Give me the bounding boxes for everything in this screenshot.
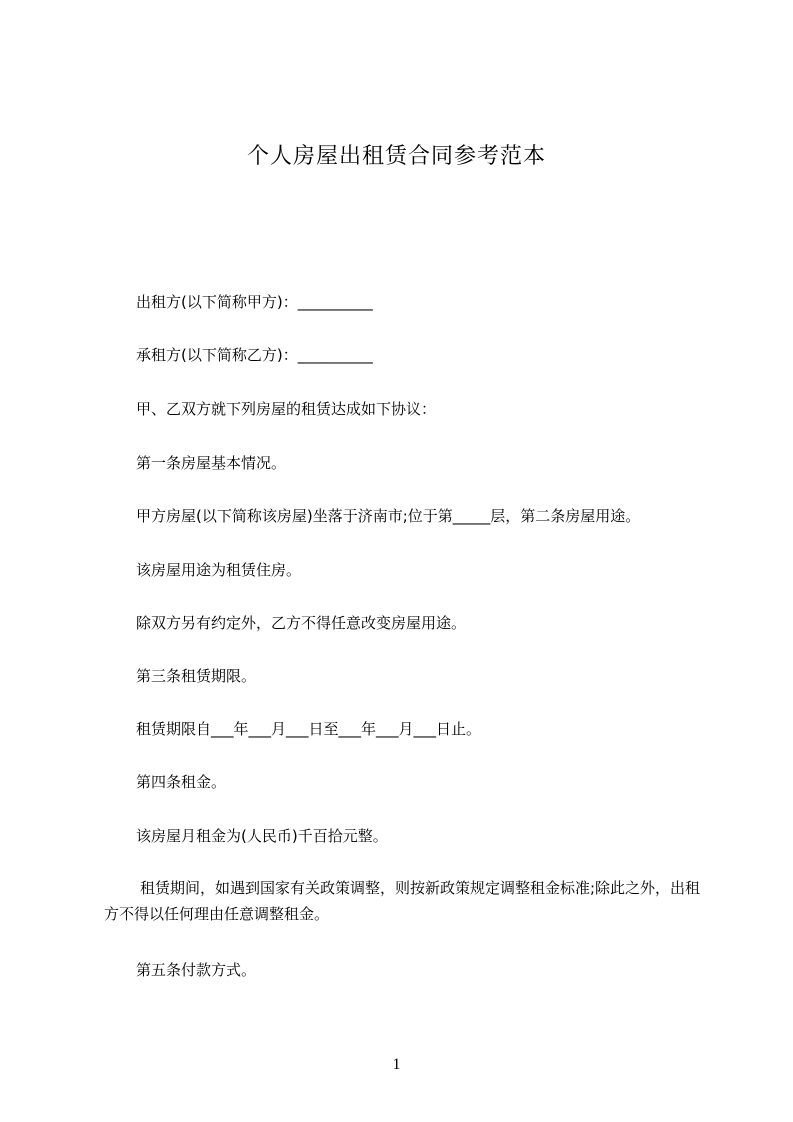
monthly-rent-paragraph: 该房屋月租金为(人民币)千百拾元整。: [136, 827, 388, 845]
agreement-intro: 甲、乙双方就下列房屋的租赁达成如下协议：: [136, 400, 437, 418]
document-title: 个人房屋出租赁合同参考范本: [246, 144, 546, 169]
lessor-line: 出租方(以下简称甲方)：__________: [136, 293, 373, 311]
article-3-heading: 第三条租赁期限。: [136, 667, 257, 685]
property-use-paragraph: 该房屋用途为租赁住房。: [136, 561, 302, 579]
lessee-line: 承租方(以下简称乙方)：__________: [136, 346, 373, 364]
article-4-heading: 第四条租金。: [136, 773, 227, 791]
page-number: 1: [392, 1056, 401, 1073]
lease-term-paragraph: 租赁期限自___年___月___日至___年___月___日止。: [136, 720, 482, 738]
rent-adjustment-paragraph: 租赁期间，如遇到国家有关政策调整，则按新政策规定调整租金标准;除此之外，出租方不得以任何理由任意调整租金。: [104, 879, 701, 923]
article-5-heading: 第五条付款方式。: [136, 961, 257, 979]
use-restriction-paragraph: 除双方另有约定外，乙方不得任意改变房屋用途。: [136, 614, 467, 632]
article-1-heading: 第一条房屋基本情况。: [136, 454, 287, 472]
property-location-paragraph: 甲方房屋(以下简称该房屋)坐落于济南市;位于第_____层，第二条房屋用途。: [136, 507, 641, 525]
